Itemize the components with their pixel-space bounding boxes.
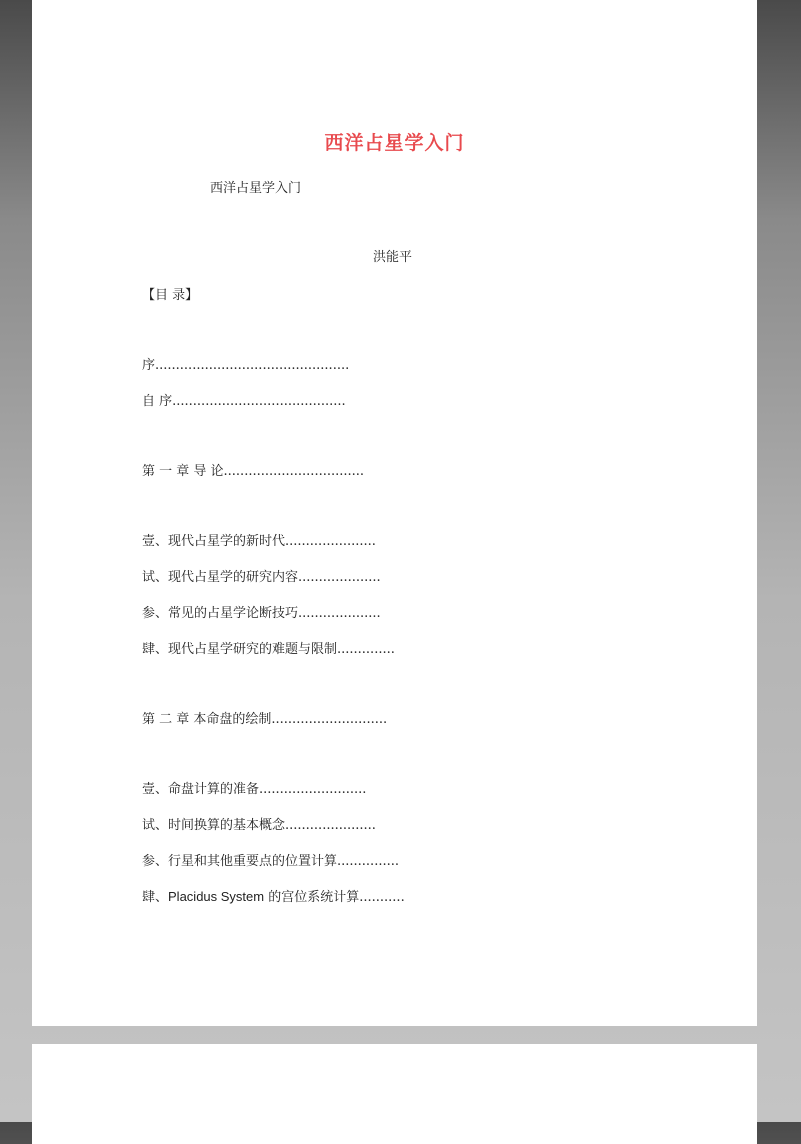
toc-chapter-1-item: 肆、现代占星学研究的难题与限制.............. [142,642,395,657]
toc-item-prefix: 肆、 [142,890,169,905]
toc-item-latin-term: Placidus System [168,889,265,904]
toc-item-suffix: 的宫位系统计算........... [264,890,405,905]
document-subtitle: 西洋占星学入门 [210,181,302,196]
toc-chapter-2-item: 壹、命盘计算的准备.......................... [142,782,367,797]
toc-chapter-2-item-placidus [142,886,405,905]
toc-entry-preface: 序............................................... [142,358,350,373]
toc-heading: 【目 录】 [142,288,199,303]
toc-chapter-2-item: 试、时间换算的基本概念...................... [142,818,376,833]
toc-chapter-2-heading: 第 二 章 本命盘的绘制............................ [142,712,388,727]
toc-chapter-2-item: 参、行星和其他重要点的位置计算............... [142,854,399,869]
document-page-2 [32,1044,757,1144]
author-name: 洪能平 [373,250,413,265]
document-page-1 [32,0,757,1026]
toc-entry-self-preface: 自 序.......................................... [142,394,346,409]
toc-chapter-1-item: 壹、现代占星学的新时代...................... [142,534,376,549]
toc-chapter-1-item: 参、常见的占星学论断技巧.................... [142,606,381,621]
document-title: 西洋占星学入门 [324,132,465,154]
toc-chapter-1-heading: 第 一 章 导 论.................................. [142,464,365,479]
toc-chapter-1-item: 试、现代占星学的研究内容.................... [142,570,381,585]
